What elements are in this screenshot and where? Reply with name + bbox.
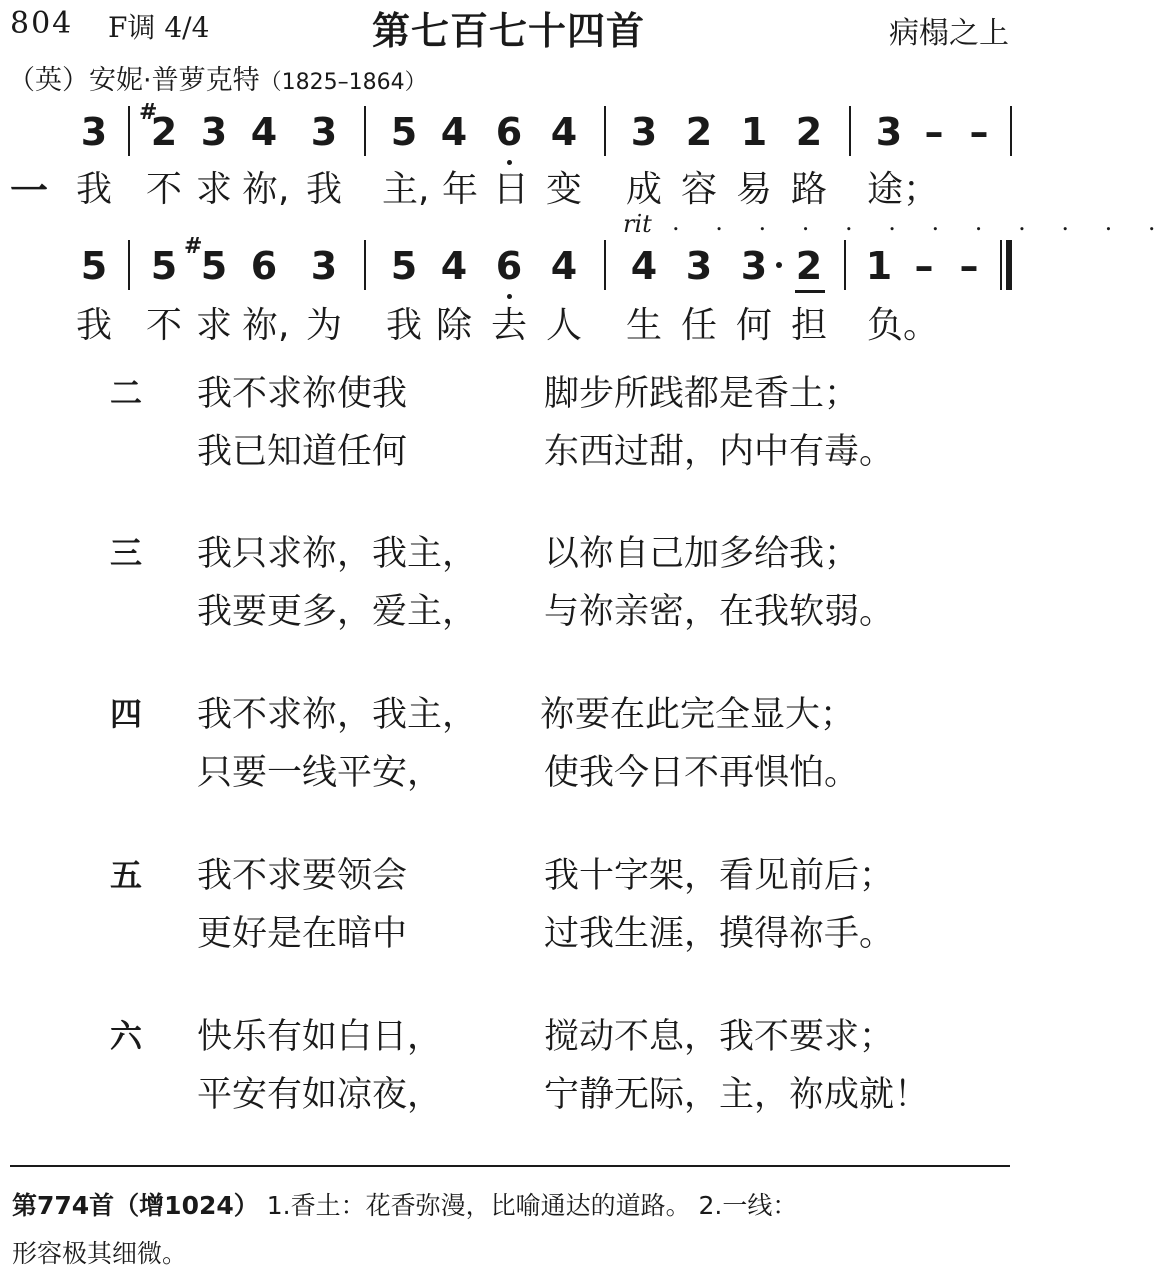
barline xyxy=(604,240,606,290)
author-line xyxy=(8,58,427,97)
barline xyxy=(128,240,130,290)
lyric: 易 xyxy=(735,169,772,210)
dash: – xyxy=(959,244,979,288)
barline xyxy=(1010,106,1012,156)
verse-line: 过我生涯，摸得祢手。 xyxy=(544,914,895,954)
note: 2 xyxy=(795,110,823,154)
verse-number: 三 xyxy=(110,534,143,572)
lyric: 担 xyxy=(790,305,827,346)
note: 2 xyxy=(795,244,823,288)
lyric: 成 xyxy=(625,169,662,210)
barline xyxy=(364,240,366,290)
footnote-line-1 xyxy=(12,1186,797,1222)
author-years: （1825–1864） xyxy=(259,70,427,95)
verse-line: 我十字架，看见前后； xyxy=(544,856,895,896)
lyric: 除 xyxy=(435,305,472,346)
lyric: 任 xyxy=(680,305,717,346)
note: 4 xyxy=(550,110,578,154)
lyric: 祢, xyxy=(242,169,290,210)
barline xyxy=(844,240,846,290)
sharp-sign: # xyxy=(184,234,203,259)
verse-line: 搅动不息，我不要求； xyxy=(544,1017,895,1057)
tune-name: 病榻之上 xyxy=(889,16,1009,51)
lyric: 途； xyxy=(867,169,940,210)
note: 3 xyxy=(310,110,338,154)
note: 4 xyxy=(250,110,278,154)
note: 1 xyxy=(740,110,768,154)
barline xyxy=(364,106,366,156)
final-barline-thin xyxy=(1000,240,1002,290)
verse-line: 与祢亲密，在我软弱。 xyxy=(544,592,895,632)
verse-number: 二 xyxy=(110,374,143,412)
lyric: 年 xyxy=(441,169,478,210)
lyric: 求 xyxy=(195,169,232,210)
lyric: 我 xyxy=(385,305,422,346)
verse-line: 我已知道任何 xyxy=(197,432,408,472)
hymn-title: 第七百七十四首 xyxy=(371,9,645,53)
note: 4 xyxy=(630,244,658,288)
verse-line: 脚步所践都是香土； xyxy=(544,374,860,414)
note: 3 xyxy=(740,244,768,288)
verse-number: 四 xyxy=(110,695,143,733)
note: 4 xyxy=(440,244,468,288)
note: 3 xyxy=(630,110,658,154)
lyric: 我 xyxy=(75,305,112,346)
augmentation-dot xyxy=(776,262,782,268)
note: 4 xyxy=(440,110,468,154)
verse-line: 我不求祢，我主， xyxy=(197,695,478,735)
lyric: 祢, xyxy=(242,305,290,346)
footnote-text: 1.香土：花香弥漫，比喻通达的道路。 2.一线： xyxy=(258,1191,798,1220)
author-name: （英）安妮·普萝克特 xyxy=(8,65,260,96)
verse-line: 以祢自己加多给我； xyxy=(544,534,860,574)
verse-line: 宁静无际，主，祢成就！ xyxy=(544,1075,930,1115)
lyric: 为 xyxy=(305,305,342,346)
note: 6 xyxy=(250,244,278,288)
verse-line: 平安有如凉夜， xyxy=(197,1075,443,1115)
key-meter: F调 4/4 xyxy=(108,11,210,44)
note: 3 xyxy=(685,244,713,288)
sharp-sign: # xyxy=(139,100,158,125)
barline xyxy=(604,106,606,156)
note: 2 xyxy=(150,110,178,154)
ritardando-dots: . . . . . . . . . . . . xyxy=(672,208,1169,236)
lyric: 何 xyxy=(735,305,772,346)
note: 6 xyxy=(495,110,523,154)
barline xyxy=(849,106,851,156)
lyric: 去 xyxy=(490,305,527,346)
lyric: 不 xyxy=(145,305,182,346)
footnote-line-2: 形容极其细微。 xyxy=(12,1239,188,1268)
verse-number: 五 xyxy=(110,856,143,894)
note: 3 xyxy=(875,110,903,154)
ritardando-mark: rit xyxy=(623,210,652,238)
verse-line: 只要一线平安， xyxy=(197,753,443,793)
eighth-note-underline xyxy=(795,290,825,293)
note: 6 xyxy=(495,244,523,288)
note: 5 xyxy=(200,244,228,288)
note: 5 xyxy=(390,110,418,154)
lyric: 我 xyxy=(75,169,112,210)
verse-line: 祢要在此完全显大； xyxy=(540,695,856,735)
note: 3 xyxy=(80,110,108,154)
verse-line: 我不求祢使我 xyxy=(197,374,408,414)
note: 3 xyxy=(310,244,338,288)
final-barline-thick xyxy=(1006,240,1012,290)
dash: – xyxy=(969,110,989,154)
note: 5 xyxy=(150,244,178,288)
footnote-divider xyxy=(10,1165,1010,1167)
note: 5 xyxy=(390,244,418,288)
lyric: 求 xyxy=(195,305,232,346)
lyric: 容 xyxy=(680,169,717,210)
verse-line: 使我今日不再惧怕。 xyxy=(544,753,860,793)
lyric: 生 xyxy=(625,305,662,346)
note: 5 xyxy=(80,244,108,288)
verse-line: 我只求祢，我主， xyxy=(197,534,478,574)
verse-line: 东西过甜，内中有毒。 xyxy=(544,432,895,472)
lyric: 变 xyxy=(545,169,582,210)
lyric: 不 xyxy=(145,169,182,210)
hymn-number: 804 xyxy=(10,6,74,41)
lyric: 路 xyxy=(790,169,827,210)
lyric: 我 xyxy=(305,169,342,210)
verse-line: 更好是在暗中 xyxy=(197,914,408,954)
verse-line: 我要更多，爱主， xyxy=(197,592,478,632)
lyric: 主, xyxy=(382,169,430,210)
dash: – xyxy=(914,244,934,288)
verse-number-1: 一 xyxy=(10,169,49,213)
verse-line: 快乐有如白日， xyxy=(197,1017,443,1057)
verse-line: 我不求要领会 xyxy=(197,856,408,896)
verse-number: 六 xyxy=(110,1017,143,1055)
note: 4 xyxy=(550,244,578,288)
note: 2 xyxy=(685,110,713,154)
note: 1 xyxy=(865,244,893,288)
note: 3 xyxy=(200,110,228,154)
dash: – xyxy=(924,110,944,154)
barline xyxy=(128,106,130,156)
lyric: 日 xyxy=(492,169,529,210)
lyric: 负。 xyxy=(867,305,940,346)
lyric: 人 xyxy=(545,305,582,346)
footnote-reference: 第774首（增1024） xyxy=(12,1191,259,1220)
